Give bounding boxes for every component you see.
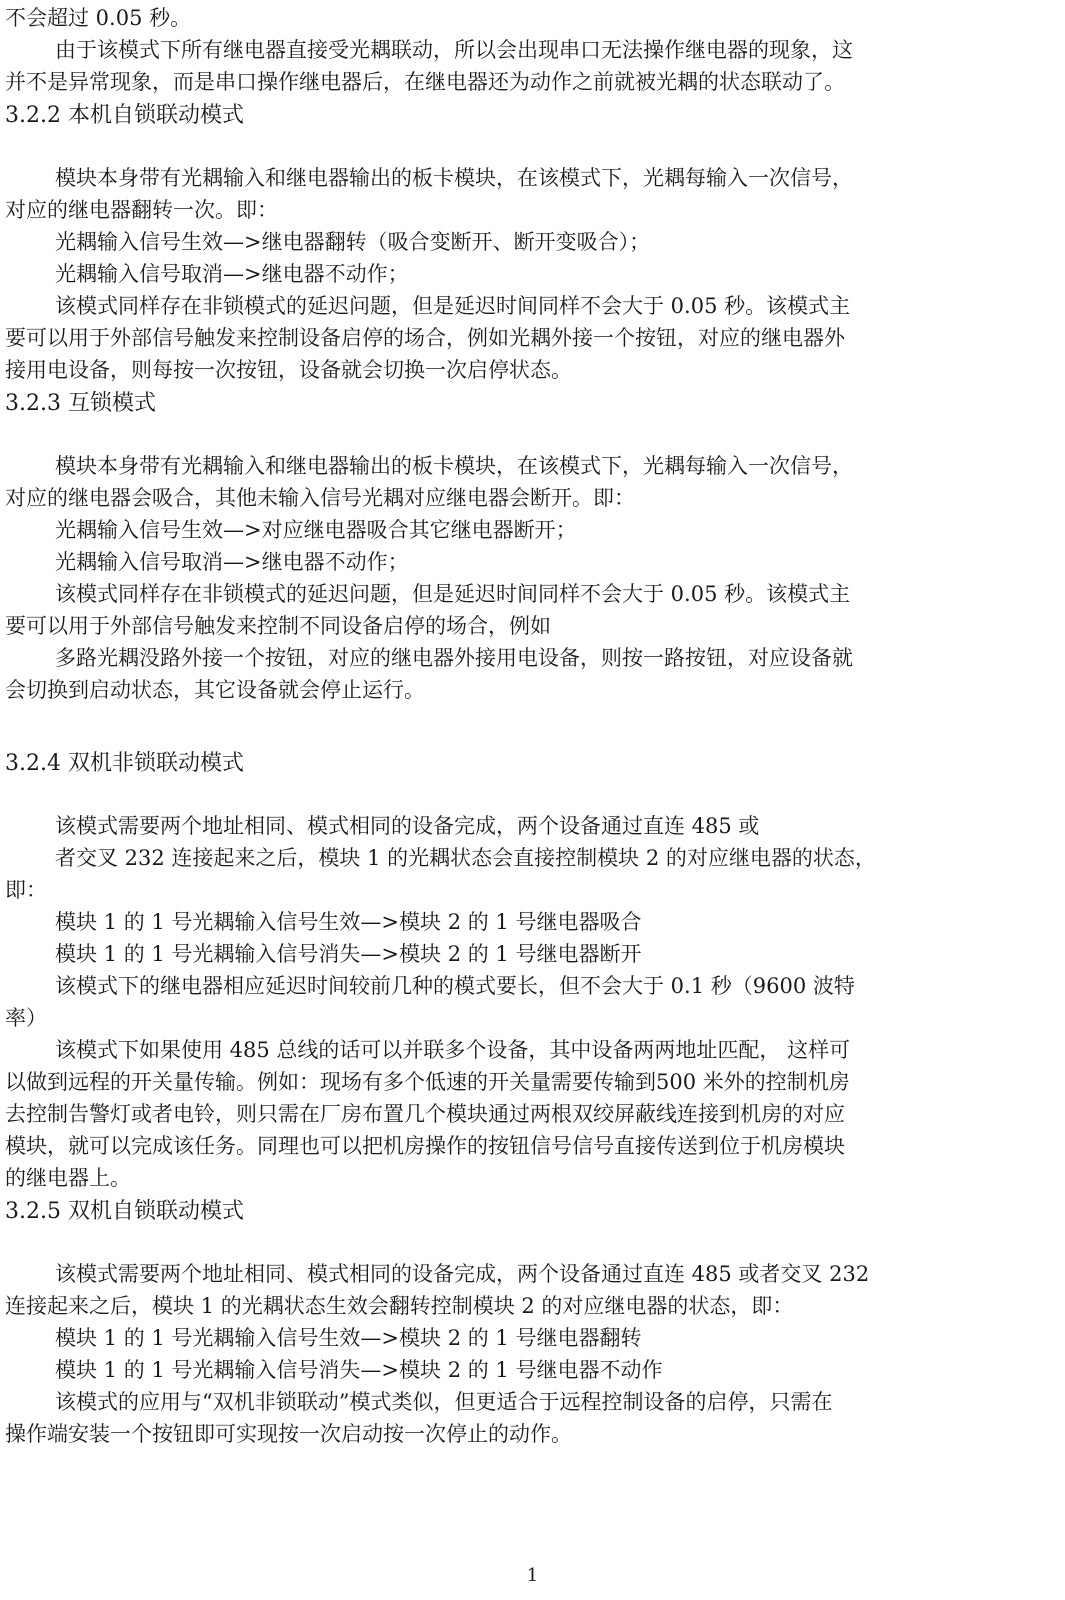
text-line: 对应的继电器会吸合，其他未输入信号光耦对应继电器会断开。即： [5,486,635,510]
text-line: 即： [5,878,47,902]
text-line: 要可以用于外部信号触发来控制不同设备启停的场合，例如 [5,614,551,638]
text-line: 光耦输入信号生效—>对应继电器吸合其它继电器断开； [55,518,577,542]
text-line: 要可以用于外部信号触发来控制设备启停的场合，例如光耦外接一个按钮，对应的继电器外 [5,326,845,350]
text-line: 去控制告警灯或者电铃，则只需在厂房布置几个模块通过两根双绞屏蔽线连接到机房的对应 [5,1102,845,1126]
text-line: 对应的继电器翻转一次。即： [5,198,278,222]
text-line: 该模式同样存在非锁模式的延迟问题，但是延迟时间同样不会大于 0.05 秒。该模式主 [55,294,851,318]
text-line: 操作端安装一个按钮即可实现按一次启动按一次停止的动作。 [5,1422,572,1446]
text-line: 光耦输入信号生效—>继电器翻转（吸合变断开、断开变吸合）； [55,230,651,254]
text-line: 该模式的应用与“双机非锁联动”模式类似，但更适合于远程控制设备的启停，只需在 [55,1390,833,1414]
text-line: 由于该模式下所有继电器直接受光耦联动，所以会出现串口无法操作继电器的现象，这 [55,38,853,62]
text-line: 模块本身带有光耦输入和继电器输出的板卡模块，在该模式下，光耦每输入一次信号， [55,454,853,478]
text-line: 模块本身带有光耦输入和继电器输出的板卡模块，在该模式下，光耦每输入一次信号， [55,166,853,190]
text-line: 光耦输入信号取消—>继电器不动作； [55,262,409,286]
text-line: 该模式同样存在非锁模式的延迟问题，但是延迟时间同样不会大于 0.05 秒。该模式主 [55,582,851,606]
text-line: 接用电设备，则每按一次按钮，设备就会切换一次启停状态。 [5,358,572,382]
text-line: 光耦输入信号取消—>继电器不动作； [55,550,409,574]
section-heading-3-2-5: 3.2.5 双机自锁联动模式 [5,1199,244,1224]
text-line: 模块 1 的 1 号光耦输入信号生效—>模块 2 的 1 号继电器吸合 [55,910,642,934]
text-line: 率） [5,1006,47,1030]
text-line: 会切换到启动状态，其它设备就会停止运行。 [5,678,425,702]
text-line: 模块 1 的 1 号光耦输入信号生效—>模块 2 的 1 号继电器翻转 [55,1326,642,1350]
section-heading-3-2-2: 3.2.2 本机自锁联动模式 [5,103,244,128]
text-line: 该模式需要两个地址相同、模式相同的设备完成，两个设备通过直连 485 或 [55,814,760,838]
text-line: 模块 1 的 1 号光耦输入信号消失—>模块 2 的 1 号继电器不动作 [55,1358,663,1382]
text-line: 该模式下如果使用 485 总线的话可以并联多个设备，其中设备两两地址匹配， 这样可 [55,1038,851,1062]
text-line: 多路光耦没路外接一个按钮，对应的继电器外接用电设备，则按一路按钮，对应设备就 [55,646,853,670]
text-line: 以做到远程的开关量传输。例如：现场有多个低速的开关量需要传输到500 米外的控制机房 [5,1070,850,1094]
text-line: 该模式需要两个地址相同、模式相同的设备完成，两个设备通过直连 485 或者交叉 232 [55,1262,870,1286]
section-heading-3-2-3: 3.2.3 互锁模式 [5,391,156,416]
section-heading-3-2-4: 3.2.4 双机非锁联动模式 [5,751,244,776]
text-line: 并不是异常现象，而是串口操作继电器后，在继电器还为动作之前就被光耦的状态联动了。 [5,70,845,94]
text-line: 者交叉 232 连接起来之后，模块 1 的光耦状态会直接控制模块 2 的对应继电器的状态， [55,846,876,870]
text-line: 该模式下的继电器相应延迟时间较前几种的模式要长，但不会大于 0.1 秒（9600 波特 [55,974,855,998]
text-line: 模块，就可以完成该任务。同理也可以把机房操作的按钮信号信号直接传送到位于机房模块 [5,1134,845,1158]
text-line: 不会超过 0.05 秒。 [5,6,192,30]
text-line: 的继电器上。 [5,1166,131,1190]
text-line: 连接起来之后，模块 1 的光耦状态生效会翻转控制模块 2 的对应继电器的状态，即： [5,1294,794,1318]
text-line: 模块 1 的 1 号光耦输入信号消失—>模块 2 的 1 号继电器断开 [55,942,642,966]
document-body [5,2,1057,1450]
page-number: 1 [526,1565,539,1586]
